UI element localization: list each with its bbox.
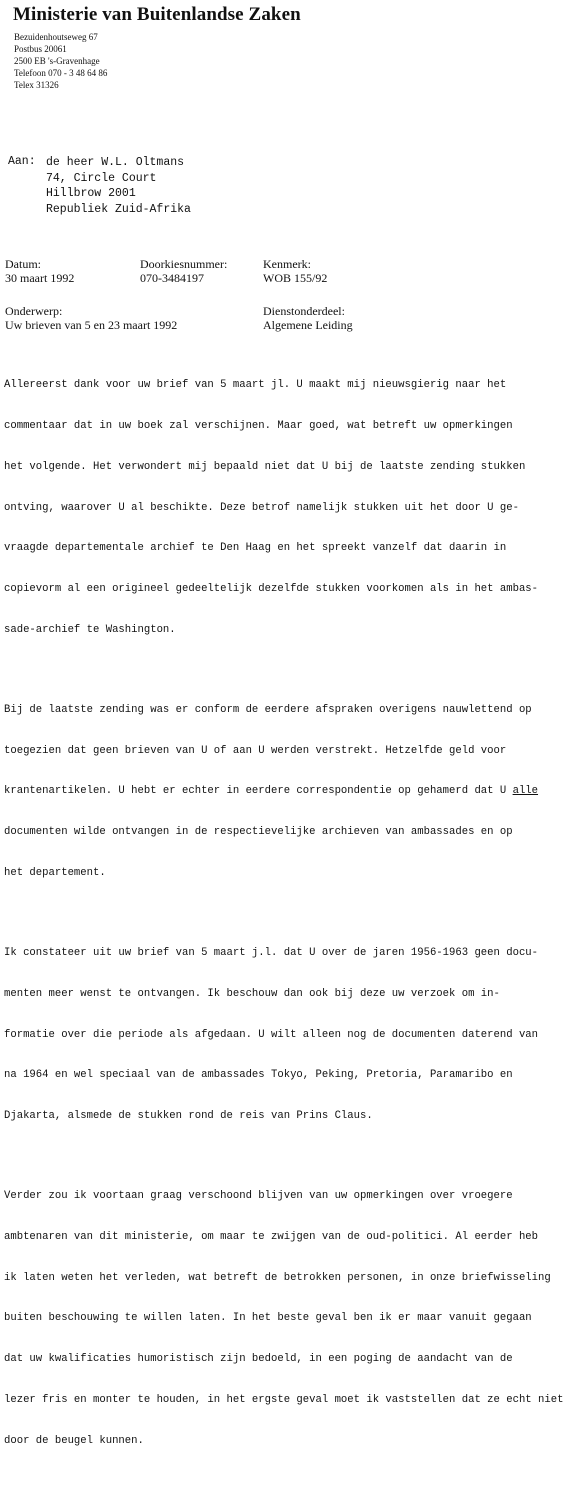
kenmerk-label: Kenmerk:	[263, 257, 311, 271]
body-line: Djakarta, alsmede de stukken rond de reis van Prins Claus.	[4, 1110, 373, 1123]
body-line: toegezien dat geen brieven van U of aan U werden verstrekt. Hetzelfde geld voor	[4, 744, 507, 757]
address-line: Postbus 20061	[14, 44, 67, 54]
onderwerp-value: Uw brieven van 5 en 23 maart 1992	[5, 318, 178, 332]
body-line: het departement.	[4, 866, 106, 879]
body-line: documenten wilde ontvangen in de respectievelijke archieven van ambassades en op	[4, 826, 513, 839]
address-line: Telefoon 070 - 3 48 64 86	[14, 68, 108, 78]
body-line: na 1964 en wel speciaal van de ambassades Tokyo, Peking, Pretoria, Paramaribo en	[4, 1069, 513, 1082]
ministry-name: Ministerie van Buitenlandse Zaken	[13, 4, 301, 25]
kenmerk-value: WOB 155/92	[263, 271, 328, 285]
doorkiesnummer-value: 070-3484197	[140, 271, 204, 285]
body-line: ontving, waarover U al beschikte. Deze betrof namelijk stukken uit het door U ge-	[4, 501, 519, 514]
underlined-word: alle	[512, 785, 539, 798]
ministry-address	[14, 31, 107, 91]
body-line: formatie over die periode als afgedaan. U wilt alleen nog de documenten daterend van	[4, 1028, 539, 1041]
body-line-part: krantenartikelen. U hebt er echter in eerdere correspondentie op gehamerd dat U	[4, 785, 513, 798]
body-line: Verder zou ik voortaan graag verschoond blijven van uw opmerkingen over vroegere	[4, 1190, 513, 1203]
body-line: het volgende. Het verwondert mij bepaald niet dat U bij de laatste zending stukken	[4, 460, 526, 473]
paragraph-4	[4, 1163, 563, 1476]
doorkiesnummer-label: Doorkiesnummer:	[140, 257, 228, 271]
body-line: door de beugel kunnen.	[4, 1434, 144, 1447]
paragraph-3	[4, 920, 539, 1151]
body-line: Allereerst dank voor uw brief van 5 maart jl. U maakt mij nieuwsgierig naar het	[4, 379, 507, 392]
body-line: menten meer wenst te ontvangen. Ik beschouw dan ook bij deze uw verzoek om in-	[4, 987, 500, 1000]
paragraph-2	[4, 677, 539, 908]
address-line: Bezuidenhoutseweg 67	[14, 32, 98, 42]
body-line: sade-archief te Washington.	[4, 623, 176, 636]
dienstonderdeel-label: Dienstonderdeel:	[263, 304, 345, 318]
paragraph-1	[4, 352, 539, 665]
recipient-line: 74, Circle Court	[46, 171, 157, 185]
address-line: 2500 EB 's-Gravenhage	[14, 56, 100, 66]
body-line: dat uw kwalificaties humoristisch zijn bedoeld, in een poging de aandacht van de	[4, 1353, 513, 1366]
body-line: ik laten weten het verleden, wat betreft de betrokken personen, in onze briefwisseling	[4, 1271, 551, 1284]
body-line: buiten beschouwing te willen laten. In het beste geval ben ik er maar vanuit gegaan	[4, 1312, 532, 1325]
body-line: ambtenaren van dit ministerie, om maar te zwijgen van de oud-politici. Al eerder heb	[4, 1230, 539, 1243]
body-line: vraagde departementale archief te Den Haag en het spreekt vanzelf dat daarin in	[4, 542, 507, 555]
onderwerp-label: Onderwerp:	[5, 304, 63, 318]
body-line: lezer fris en monter te houden, in het ergste geval moet ik vaststellen dat ze echt niet	[4, 1393, 563, 1406]
datum-value: 30 maart 1992	[5, 271, 75, 285]
body-line: copievorm al een origineel gedeeltelijk dezelfde stukken voorkomen als in het ambas-	[4, 583, 539, 596]
body-line: Ik constateer uit uw brief van 5 maart j.l. dat U over de jaren 1956-1963 geen docu-	[4, 946, 539, 959]
recipient-label: Aan:	[8, 155, 36, 168]
body-line: commentaar dat in uw boek zal verschijnen. Maar goed, wat betreft uw opmerkingen	[4, 419, 513, 432]
letter-body	[4, 352, 563, 1488]
recipient-address	[46, 155, 191, 217]
recipient-line: Republiek Zuid-Afrika	[46, 202, 191, 216]
body-line: Bij de laatste zending was er conform de eerdere afspraken overigens nauwlettend op	[4, 703, 532, 716]
recipient-line: Hillbrow 2001	[46, 187, 136, 200]
datum-label: Datum:	[5, 257, 41, 271]
recipient-line: de heer W.L. Oltmans	[46, 156, 185, 169]
address-line: Telex 31326	[14, 80, 59, 90]
dienstonderdeel-value: Algemene Leiding	[263, 318, 353, 332]
body-line-with-emphasis	[4, 785, 539, 799]
